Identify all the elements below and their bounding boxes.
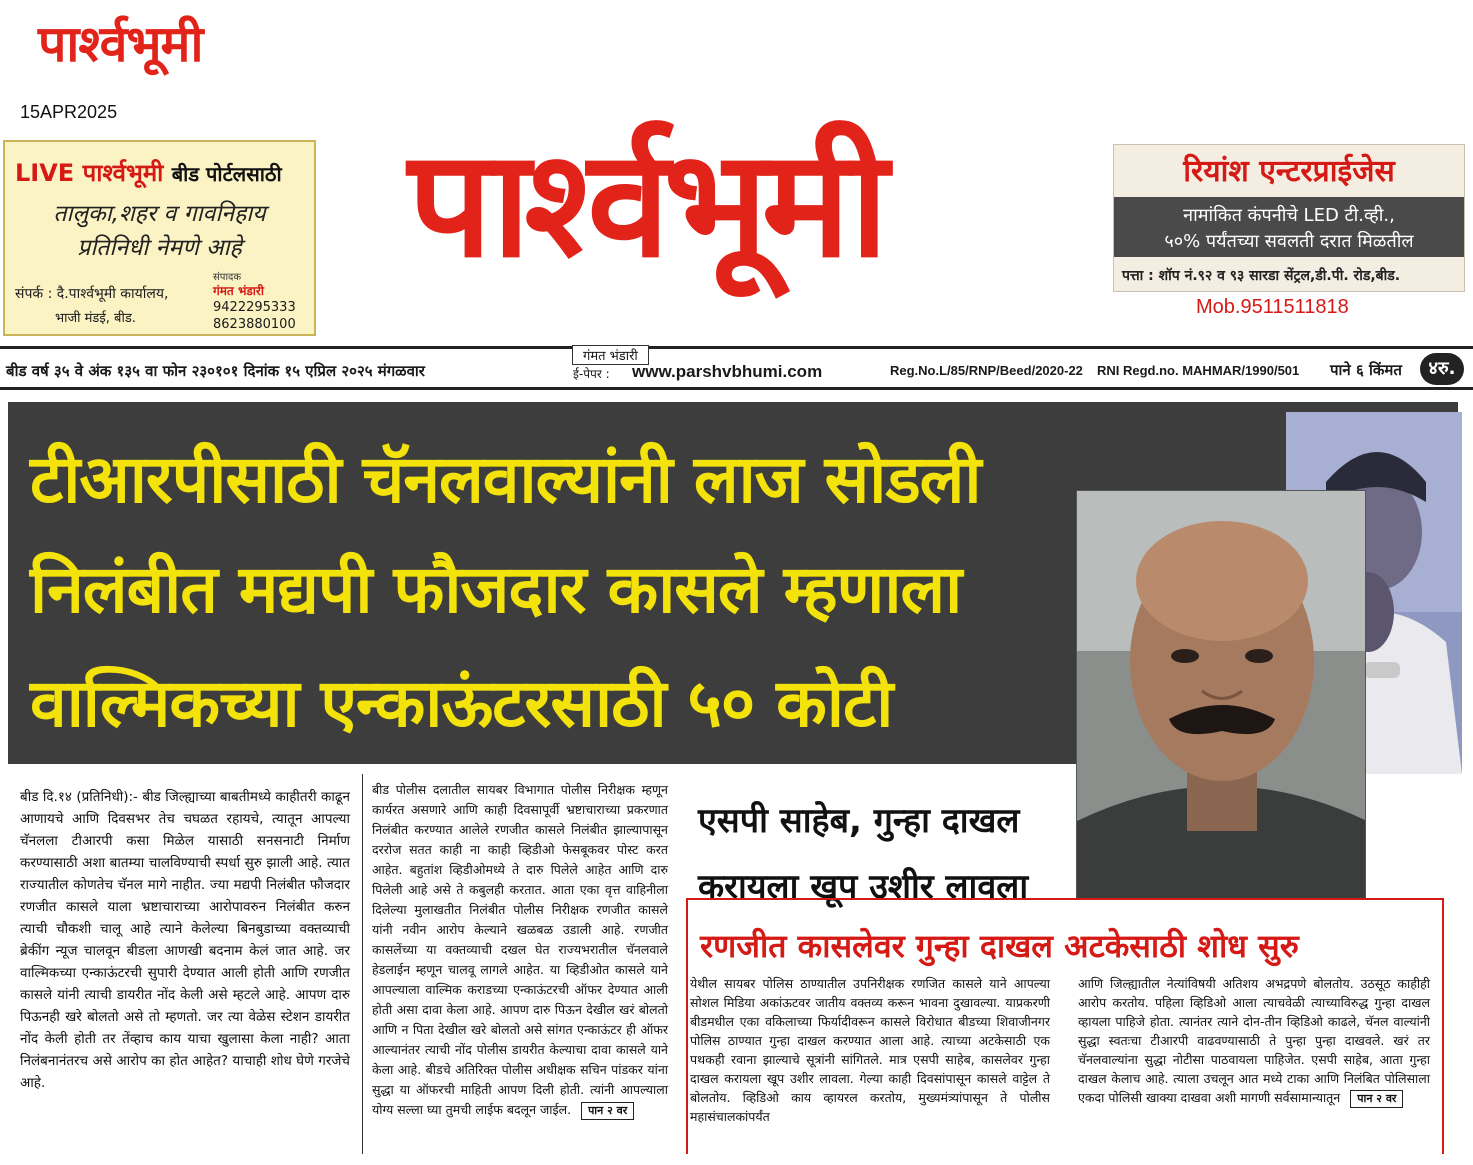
ad-left-portal: बीड पोर्टलसाठी <box>171 162 282 186</box>
masthead <box>408 118 1028 328</box>
info-strip <box>0 346 1473 390</box>
price-badge: ४रु. <box>1420 353 1464 385</box>
page-count: पाने ६ किंमत <box>1330 361 1402 379</box>
article-column-2 <box>372 780 668 1120</box>
clip-date: 15APR2025 <box>20 102 118 122</box>
epaper-label: ई-पेपर : <box>573 367 610 381</box>
masthead-title: पार्श्वभूमी <box>408 118 883 290</box>
issue-meta: बीड वर्ष ३५ वे अंक १३५ वा फोन २३०१०१ दिनांक १५ एप्रिल २०२५ मंगळवार <box>6 362 425 380</box>
portrait-photo-icon <box>1077 491 1366 900</box>
ad-left-line3: प्रतिनिधी नेमणे आहे <box>77 235 242 261</box>
ad-left-phone-1: 9422295333 <box>213 300 296 315</box>
rni-number: RNI Regd.no. MAHMAR/1990/501 <box>1097 363 1300 378</box>
sub-story-column-2 <box>1078 974 1430 1108</box>
ad-right-box <box>1113 144 1465 292</box>
ad-right-mobile: Mob.9511511818 <box>1196 296 1349 318</box>
ad-left-box <box>3 140 316 336</box>
ad-left-headline <box>15 156 282 189</box>
sub-story-column-2-text: आणि जिल्ह्यातील नेत्यांविषयी अतिशय अभद्रपणे बोलतोय. उठसूठ काहीही आरोप करतोय. पहिला व्हिडिओ आला त्याचवेळी त्याच्याविरुद्ध गुन्हा दाखल व्हायला पाहिजे होता. त्यानंतर त्याने दोन-तीन व्हिडिओ काढले, चॅनल वाल्यांनी सुद्धा स्वतःचा टीआरपी वाढवण्यासाठी ते पुन्हा पुन्हा दाखवले. खरं तर चॅनलवाल्यांना सुद्धा नोटीसा पाठवायला पाहिजेत. एसपी साहेब, आता गुन्हा दाखल केलाच आहे. त्याला उचलून आत मध्ये टाका आणि निलंबित पोलिसाला एकदा पोलिसी खाक्या दाखवा अशी मागणी सर्वसामान्यातून <box>1078 976 1430 1105</box>
ad-right-band <box>1114 197 1464 257</box>
photo-main-person <box>1076 490 1366 900</box>
article-column-1: बीड दि.१४ (प्रतिनिधी):- बीड जिल्ह्याच्या बाबतीमध्ये काहीतरी काढून आणायचे आणि दिवसभर तेच चघळत रहायचे, त्यातून आपल्या चॅनलला टीआरपी कसा मिळेल यासाठी सनसनाटी निर्माण करण्यासाठी अशा बातम्या चालविण्याची स्पर्धा सुरु झाली आहे. त्यात राज्यातील कोणतेच चॅनल मागे नाहीत. ज्या मद्यपी निलंबीत फौजदार रणजीत कासले याला भ्रष्टाचाराच्या आरोपावरुन निलंबीत करुन त्याची चौकशी चालू आहे त्याने केलेल्या बिनबुडाच्या वक्तव्याची ब्रेकींग न्यूज चालवून बीडला आणखी बदनाम केलं जात आहे. जर वाल्मिकच्या एन्काऊंटरची सुपारी देण्यात आली होती आणि रणजीत कासले यांनी त्याची डायरीत नोंद केली असे म्हटले आहे. आपण दारु पिऊनही खरे बोलतो असे तो म्हणतो. जर त्या वेळेस स्टेशन डायरीत नोंद केली होती तर तेंव्हाच काय याचा खुलासा केला नाही? आता निलंबनानंतरच असे आरोप का होत आहेत? याचाही शोध घेणे गरजेचे आहे. <box>20 789 350 1091</box>
ad-left-line2: तालुका,शहर व गावनिहाय <box>53 201 266 227</box>
strip-editor: गंमत भंडारी <box>572 345 649 365</box>
sub-story-column-1: येथील सायबर पोलिस ठाण्यातील उपनिरीक्षक रणजित कासले याने आपल्या सोशल मिडिया अकांऊटवर जातीय वक्तव्य करून भावना दुखावल्या. याप्रकरणी बीडमधील एका वकिलाच्या फिर्यादीवरून कासले विरोधात बीडच्या शिवाजीनगर पोलिस ठाण्यात गुन्हा दाखल करण्यात आला आहे. त्याच्या अटकेसाठी एक पथकही रवाना झाल्याचे सूत्रांनी सांगितले. मात्र एसपी साहेब, कासलेवर गुन्हा दाखल करायला खूप उशीर लावला. गेल्या काही दिवसांपासून कासले वाट्टेल ते बोलतोय. व्हिडिओ काय व्हायरल करतोय, मुख्यमंत्र्यांपासून ते पोलीस महासंचालकांपर्यंत <box>690 976 1050 1124</box>
ad-right-title: रियांश एन्टरप्राईजेस <box>1183 154 1395 189</box>
ad-left-phone-2: 8623880100 <box>213 317 296 332</box>
clip-brand-logo: पार्श्वभूमी <box>38 14 203 73</box>
column-divider <box>362 774 363 1154</box>
subhead-line-1: एसपी साहेब, गुन्हा दाखल <box>698 801 1020 841</box>
ad-right-line2: ५०% पर्यंतच्या सवलती दरात मिळतील <box>1164 231 1414 252</box>
ad-right-line1: नामांकित कंपनीचे LED टी.व्ही., <box>1183 205 1395 226</box>
sub-story-headline: रणजीत कासलेवर गुन्हा दाखल अटकेसाठी शोध सुरु <box>700 927 1299 965</box>
continued-badge-col4: पान २ वर <box>1350 1090 1403 1108</box>
ad-right-address: पत्ता : शॉप नं.९२ व ९३ सारडा सेंट्रल,डी.पी. रोड,बीड. <box>1122 268 1401 284</box>
subhead-line-2: करायला खूप उशीर लावला <box>698 867 1029 907</box>
epaper-link[interactable]: www.parshvbhumi.com <box>632 362 823 381</box>
ad-left-address: भाजी मंडई, बीड. <box>55 311 136 326</box>
ad-left-editor-role: संपादक <box>213 272 242 283</box>
ad-left-live: LIVE <box>15 159 75 187</box>
headline-line-1: टीआरपीसाठी चॅनलवाल्यांनी लाज सोडली <box>30 441 981 518</box>
continued-badge-col2: पान २ वर <box>581 1102 634 1120</box>
ad-left-editor-name: गंमत भंडारी <box>213 284 264 298</box>
headline-line-2: निलंबीत मद्यपी फौजदार कासले म्हणाला <box>30 551 962 628</box>
article-column-2-text: बीड पोलीस दलातील सायबर विभागात पोलीस निरीक्षक म्हणून कार्यरत असणारे आणि काही दिवसापूर्वी भ्रष्टाचाराच्या प्रकरणात निलंबीत करण्यात आलेले रणजीत कासले निलंबीत झाल्यापासून दररोज सतत काही ना काही व्हिडीओ फेसबूकवर पोस्ट करत आहेत. बहुतांश व्हिडीओमध्ये ते दारु पिलेले आहेत आणि दारु पिलेली आहे असे ते कबुलही करतात. आता एका वृत्त वाहिनीला दिलेल्या मुलाखतीत निलंबीत पोलीस निरीक्षक रणजीत कासले यांनी नवीन आरोप केल्याने खळबळ उडाली आहे. रणजीत कासलेंच्या या वक्तव्याची दखल घेत राज्यभरातील चॅनलवाले हेडलाईन म्हणून चालवू लागले आहेत. या व्हिडीओत कासले याने आपल्याला वाल्मिक कराडच्या एन्काऊंटरची ऑफर देण्यात आली होती असा दावा केला आहे. आपण दारु पिऊन देखील खरं बोलतो आणि न पिता देखील खरे बोलतो असे सांगत एन्काऊंटर ही ऑफर आल्यानंतर त्याची नोंद पोलीस डायरीत केल्याचा दावा कासले याने केला आहे. बीडचे अतिरिक्त पोलीस अधीक्षक सचिन पांडकर यांना सुद्धा या ऑफरची माहिती आपण दिली होती. त्यांनी आपल्याला योग्य सल्ला घ्या तुमची लाईफ बदलून जाईल. <box>372 782 668 1117</box>
ad-left-contact: संपर्क : दै.पार्श्वभूमी कार्यालय, <box>15 286 169 302</box>
headline-line-3: वाल्मिकच्या एन्काऊंटरसाठी ५० कोटी <box>30 665 893 742</box>
registration-number: Reg.No.L/85/RNP/Beed/2020-22 <box>890 363 1083 378</box>
ad-left-brand: पार्श्वभूमी <box>82 159 164 187</box>
